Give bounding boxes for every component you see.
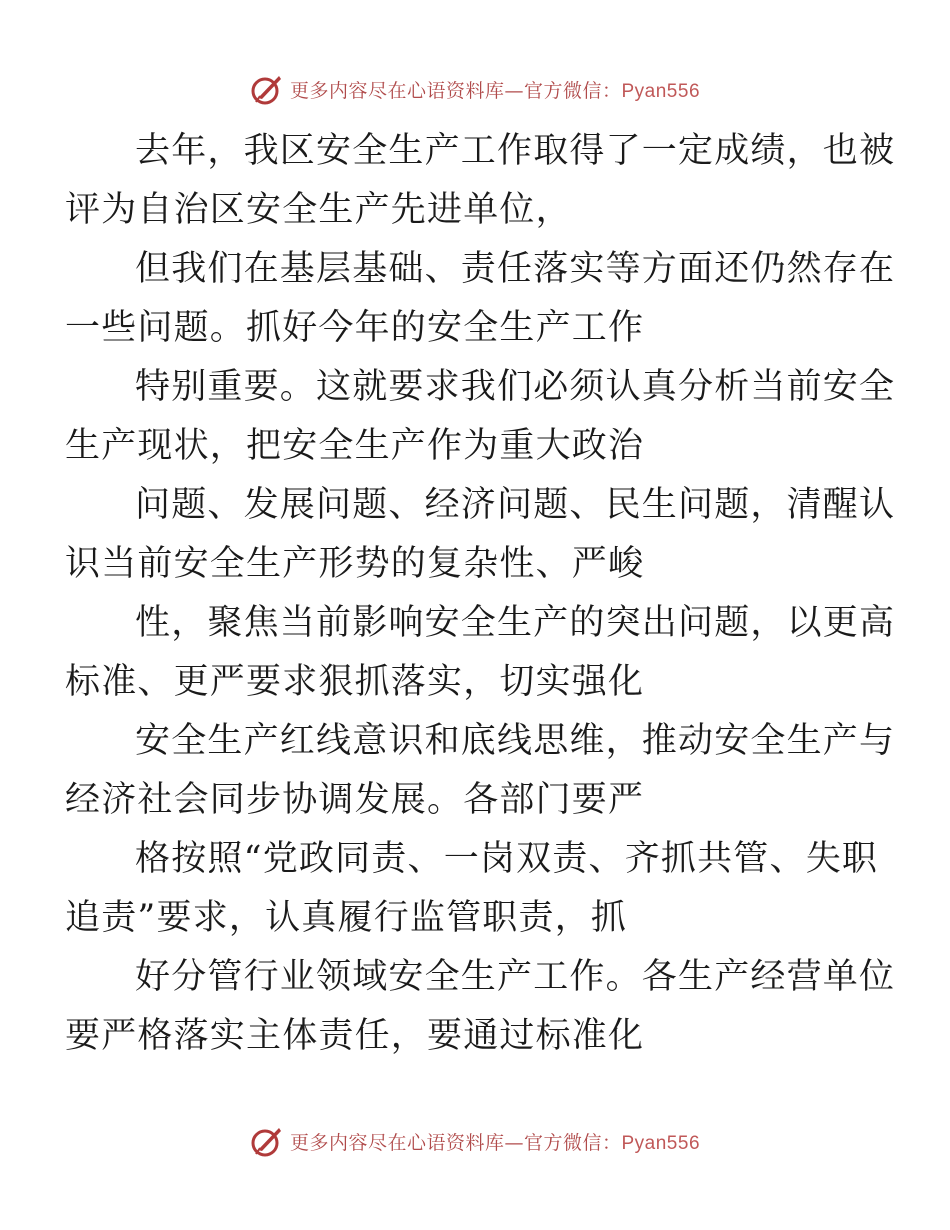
paragraph [65,712,896,830]
watermark-wechat-id: Pyan556 [621,80,701,102]
text-line: 经济社会同步协调发展。各部门要严 [65,780,645,820]
document-body [65,122,896,1066]
text-line: 识当前安全生产形势的复杂性、严峻 [65,544,645,584]
watermark-text [290,1128,700,1155]
text-line: 性，聚焦当前影响安全生产的突出问题，以更高 [135,603,896,643]
paragraph [65,240,896,358]
watermark-label: 更多内容尽在心语资料库—官方微信： [289,1131,622,1154]
text-line: 生产现状，把安全生产作为重大政治 [65,426,645,466]
paragraph [65,122,896,240]
watermark-text [290,76,700,103]
feather-pen-logo-icon [250,72,284,106]
paragraph [65,948,896,1066]
paragraph [65,358,896,476]
page-footer [0,1124,950,1158]
text-line: 好分管行业领域安全生产工作。各生产经营单位 [135,957,896,997]
text-line: 问题、发展问题、经济问题、民生问题，清醒认 [135,485,896,525]
page-header [0,72,950,106]
feather-pen-logo-icon [250,1124,284,1158]
text-line: 但我们在基层基础、责任落实等方面还仍然存在 [135,249,896,289]
paragraph [65,594,896,712]
text-line: 格按照“党政同责、一岗双责、齐抓共管、失职 [135,839,879,879]
text-line: 去年，我区安全生产工作取得了一定成绩，也被 [135,131,896,171]
watermark-wechat-id: Pyan556 [621,1132,701,1154]
text-line: 评为自治区安全生产先进单位， [65,190,572,230]
text-line: 标准、更严要求狠抓落实，切实强化 [65,662,645,702]
text-line: 特别重要。这就要求我们必须认真分析当前安全 [135,367,896,407]
text-line: 安全生产红线意识和底线思维，推动安全生产与 [135,721,896,761]
text-line: 要严格落实主体责任，要通过标准化 [65,1016,645,1056]
paragraph [65,830,879,948]
paragraph [65,476,896,594]
text-line: 追责”要求，认真履行监管职责，抓 [65,898,628,938]
watermark-label: 更多内容尽在心语资料库—官方微信： [289,79,622,102]
text-line: 一些问题。抓好今年的安全生产工作 [65,308,645,348]
